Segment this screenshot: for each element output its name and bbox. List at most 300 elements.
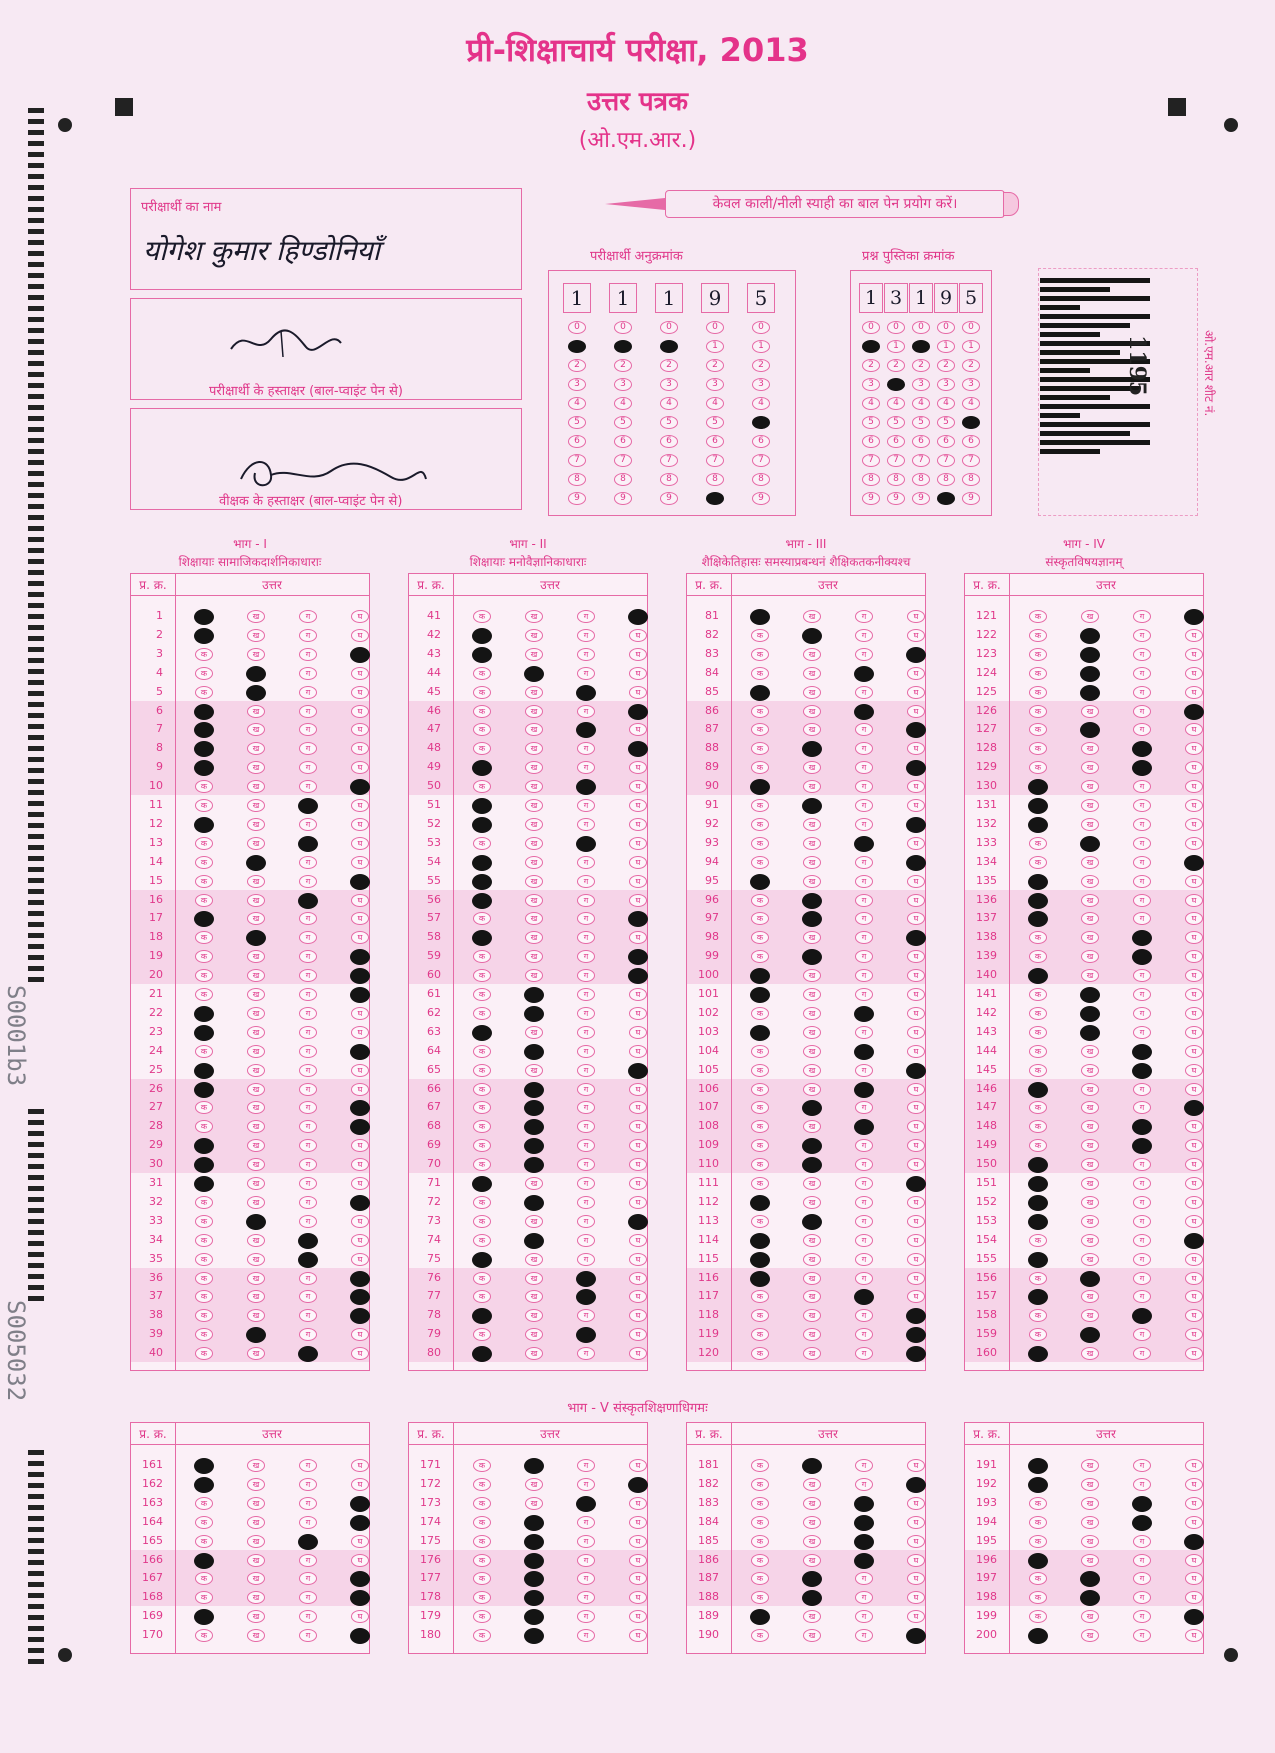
answer-bubble[interactable]: क [195,950,213,963]
answer-bubble[interactable] [524,1628,544,1644]
answer-bubble[interactable] [194,1025,214,1041]
answer-bubble[interactable]: क [751,1572,769,1585]
answer-bubble[interactable]: घ [1185,1478,1203,1491]
answer-bubble[interactable]: क [473,686,491,699]
roll-digit-bubble[interactable]: 7 [706,454,724,467]
answer-bubble[interactable] [1184,1609,1204,1625]
booklet-digit-bubble[interactable]: 7 [862,454,880,467]
answer-bubble[interactable]: ख [525,894,543,907]
answer-bubble[interactable]: ग [299,1497,317,1510]
answer-bubble[interactable]: ख [1081,780,1099,793]
answer-bubble[interactable]: ग [299,1045,317,1058]
answer-bubble[interactable]: ख [247,1196,265,1209]
answer-bubble[interactable]: क [473,1064,491,1077]
answer-bubble[interactable] [1028,1628,1048,1644]
answer-bubble[interactable]: ग [855,894,873,907]
roll-digit-bubble[interactable]: 4 [752,397,770,410]
answer-bubble[interactable]: घ [351,629,369,642]
answer-bubble[interactable]: ख [247,894,265,907]
answer-bubble[interactable]: ग [855,1610,873,1623]
roll-digit-bubble[interactable]: 2 [752,359,770,372]
roll-digit-bubble[interactable]: 0 [614,321,632,334]
answer-bubble[interactable]: क [1029,723,1047,736]
answer-bubble[interactable]: ग [299,818,317,831]
answer-bubble[interactable] [802,628,822,644]
answer-bubble[interactable]: ग [1133,1610,1151,1623]
answer-bubble[interactable]: ख [1081,1234,1099,1247]
answer-bubble[interactable]: ख [1081,1120,1099,1133]
answer-bubble[interactable]: क [751,912,769,925]
answer-bubble[interactable]: ख [803,1007,821,1020]
answer-bubble[interactable]: ग [855,818,873,831]
answer-bubble[interactable]: घ [351,1554,369,1567]
booklet-digit-bubble[interactable]: 8 [962,473,980,486]
answer-bubble[interactable]: ख [247,1459,265,1472]
answer-bubble[interactable]: ख [247,1478,265,1491]
answer-bubble[interactable]: क [751,705,769,718]
roll-digit-bubble[interactable]: 5 [568,416,586,429]
answer-bubble[interactable]: ग [1133,1629,1151,1642]
answer-bubble[interactable]: क [1029,1139,1047,1152]
booklet-digit-bubble[interactable]: 8 [937,473,955,486]
answer-bubble[interactable]: घ [907,1083,925,1096]
answer-bubble[interactable]: घ [1185,780,1203,793]
answer-bubble[interactable]: क [751,1554,769,1567]
answer-bubble[interactable]: ग [299,610,317,623]
answer-bubble[interactable] [472,1252,492,1268]
answer-bubble[interactable]: ख [525,1478,543,1491]
answer-bubble[interactable]: ग [1133,1177,1151,1190]
answer-bubble[interactable] [1028,1195,1048,1211]
answer-bubble[interactable]: ख [1081,912,1099,925]
answer-bubble[interactable]: ख [247,1497,265,1510]
answer-bubble[interactable] [298,893,318,909]
answer-bubble[interactable] [854,1534,874,1550]
answer-bubble[interactable]: ग [577,1610,595,1623]
answer-bubble[interactable]: ग [855,1101,873,1114]
roll-digit-bubble[interactable] [706,492,724,505]
answer-bubble[interactable]: ख [803,1290,821,1303]
answer-bubble[interactable]: ग [577,629,595,642]
answer-bubble[interactable]: ग [855,1309,873,1322]
answer-bubble[interactable]: घ [351,818,369,831]
answer-bubble[interactable] [246,666,266,682]
booklet-digit-bubble[interactable]: 9 [887,492,905,505]
answer-bubble[interactable]: घ [1185,894,1203,907]
answer-bubble[interactable]: ख [803,969,821,982]
answer-bubble[interactable]: ग [1133,1158,1151,1171]
answer-bubble[interactable]: घ [1185,1554,1203,1567]
answer-bubble[interactable] [194,1157,214,1173]
answer-bubble[interactable]: क [195,1234,213,1247]
answer-bubble[interactable] [1028,893,1048,909]
roll-digit-bubble[interactable]: 9 [660,492,678,505]
booklet-digit-bubble[interactable] [912,340,930,353]
answer-bubble[interactable]: क [473,1290,491,1303]
answer-bubble[interactable]: ख [525,723,543,736]
answer-bubble[interactable]: क [195,686,213,699]
answer-bubble[interactable]: ग [855,1253,873,1266]
answer-bubble[interactable]: क [195,969,213,982]
booklet-digit-bubble[interactable]: 0 [887,321,905,334]
roll-digit-bubble[interactable]: 4 [706,397,724,410]
answer-bubble[interactable]: ग [299,931,317,944]
answer-bubble[interactable]: घ [1185,1309,1203,1322]
roll-digit-bubble[interactable]: 2 [568,359,586,372]
answer-bubble[interactable]: घ [629,856,647,869]
answer-bubble[interactable]: ग [299,1554,317,1567]
answer-bubble[interactable]: क [195,856,213,869]
answer-bubble[interactable]: क [473,1535,491,1548]
answer-bubble[interactable]: क [1029,648,1047,661]
answer-bubble[interactable] [246,855,266,871]
answer-bubble[interactable]: घ [1185,1083,1203,1096]
answer-bubble[interactable]: ग [577,648,595,661]
answer-bubble[interactable]: घ [1185,723,1203,736]
answer-bubble[interactable]: क [1029,1064,1047,1077]
answer-bubble[interactable]: ख [1081,742,1099,755]
answer-bubble[interactable]: क [473,780,491,793]
answer-bubble[interactable]: ख [525,799,543,812]
answer-bubble[interactable] [1080,987,1100,1003]
answer-bubble[interactable]: ग [1133,988,1151,1001]
answer-bubble[interactable]: घ [351,1215,369,1228]
answer-bubble[interactable]: ग [299,780,317,793]
answer-bubble[interactable]: ख [247,1610,265,1623]
answer-bubble[interactable]: क [1029,1120,1047,1133]
answer-bubble[interactable]: घ [907,1234,925,1247]
answer-bubble[interactable]: घ [351,894,369,907]
booklet-digit-bubble[interactable]: 2 [937,359,955,372]
answer-bubble[interactable] [472,798,492,814]
answer-bubble[interactable]: ख [803,686,821,699]
answer-bubble[interactable] [1132,1044,1152,1060]
answer-bubble[interactable]: ख [803,1120,821,1133]
answer-bubble[interactable]: ग [577,1478,595,1491]
answer-bubble[interactable]: ख [247,1554,265,1567]
answer-bubble[interactable]: ख [803,780,821,793]
answer-bubble[interactable] [350,779,370,795]
answer-bubble[interactable]: ख [247,780,265,793]
answer-bubble[interactable]: क [1029,1309,1047,1322]
booklet-digit-bubble[interactable] [937,492,955,505]
answer-bubble[interactable]: ख [1081,1196,1099,1209]
answer-bubble[interactable]: ग [299,1459,317,1472]
answer-bubble[interactable]: ख [803,1196,821,1209]
booklet-digit-bubble[interactable] [862,340,880,353]
answer-bubble[interactable]: ग [299,723,317,736]
answer-bubble[interactable]: क [751,931,769,944]
answer-bubble[interactable]: ग [855,988,873,1001]
answer-bubble[interactable]: ख [525,1272,543,1285]
answer-bubble[interactable]: ग [577,875,595,888]
answer-bubble[interactable] [298,836,318,852]
answer-bubble[interactable]: ख [803,610,821,623]
answer-bubble[interactable]: घ [629,1497,647,1510]
answer-bubble[interactable]: घ [1185,1007,1203,1020]
answer-bubble[interactable]: ग [855,629,873,642]
answer-bubble[interactable]: घ [907,1101,925,1114]
answer-bubble[interactable]: ख [803,1516,821,1529]
answer-bubble[interactable] [628,1214,648,1230]
answer-bubble[interactable]: घ [629,1120,647,1133]
answer-bubble[interactable]: क [751,1045,769,1058]
booklet-digit-bubble[interactable] [962,416,980,429]
answer-bubble[interactable]: ख [803,1478,821,1491]
answer-bubble[interactable]: ख [803,1497,821,1510]
answer-bubble[interactable]: घ [629,894,647,907]
answer-bubble[interactable] [1028,1176,1048,1192]
answer-bubble[interactable]: घ [907,969,925,982]
answer-bubble[interactable]: घ [629,1328,647,1341]
answer-bubble[interactable]: ग [299,1516,317,1529]
roll-digit-bubble[interactable]: 5 [660,416,678,429]
answer-bubble[interactable]: घ [351,1535,369,1548]
answer-bubble[interactable]: क [1029,1026,1047,1039]
roll-digit-bubble[interactable]: 9 [752,492,770,505]
answer-bubble[interactable] [1028,1082,1048,1098]
answer-bubble[interactable] [576,685,596,701]
answer-bubble[interactable]: ख [247,1083,265,1096]
answer-bubble[interactable]: ग [299,856,317,869]
answer-bubble[interactable]: घ [629,1572,647,1585]
roll-digit-box[interactable]: 9 [701,283,729,313]
answer-bubble[interactable]: ग [299,1158,317,1171]
answer-bubble[interactable]: घ [1185,837,1203,850]
answer-bubble[interactable]: घ [1185,969,1203,982]
roll-digit-bubble[interactable]: 8 [614,473,632,486]
answer-bubble[interactable]: घ [907,1139,925,1152]
answer-bubble[interactable]: घ [907,1215,925,1228]
answer-bubble[interactable]: ख [803,1610,821,1623]
answer-bubble[interactable]: ग [1133,648,1151,661]
answer-bubble[interactable] [576,836,596,852]
answer-bubble[interactable] [350,1271,370,1287]
answer-bubble[interactable]: ख [1081,1347,1099,1360]
answer-bubble[interactable]: क [195,1347,213,1360]
answer-bubble[interactable]: ग [299,1139,317,1152]
answer-bubble[interactable]: ग [577,856,595,869]
answer-bubble[interactable] [906,855,926,871]
answer-bubble[interactable] [472,817,492,833]
answer-bubble[interactable]: घ [351,1253,369,1266]
answer-bubble[interactable]: ख [1081,1083,1099,1096]
answer-bubble[interactable]: ख [247,969,265,982]
booklet-digit-bubble[interactable]: 0 [862,321,880,334]
answer-bubble[interactable]: ख [803,1026,821,1039]
roll-digit-bubble[interactable]: 8 [752,473,770,486]
answer-bubble[interactable]: ग [577,799,595,812]
answer-bubble[interactable]: ग [577,742,595,755]
answer-bubble[interactable] [524,987,544,1003]
answer-bubble[interactable] [194,704,214,720]
answer-bubble[interactable]: ग [577,1101,595,1114]
answer-bubble[interactable]: ग [855,761,873,774]
answer-bubble[interactable]: ख [525,1497,543,1510]
answer-bubble[interactable]: ग [577,1253,595,1266]
answer-bubble[interactable]: क [195,1120,213,1133]
answer-bubble[interactable]: ग [1133,1572,1151,1585]
answer-bubble[interactable]: ग [1133,629,1151,642]
answer-bubble[interactable]: घ [351,667,369,680]
answer-bubble[interactable]: क [195,1196,213,1209]
answer-bubble[interactable]: ख [1081,950,1099,963]
answer-bubble[interactable]: ग [855,1139,873,1152]
booklet-digit-bubble[interactable]: 1 [962,340,980,353]
answer-bubble[interactable]: घ [1185,1045,1203,1058]
answer-bubble[interactable]: घ [1185,1591,1203,1604]
answer-bubble[interactable]: घ [629,667,647,680]
answer-bubble[interactable] [350,1044,370,1060]
answer-bubble[interactable]: ग [577,1139,595,1152]
answer-bubble[interactable]: क [751,894,769,907]
roll-digit-bubble[interactable]: 6 [660,435,678,448]
roll-digit-bubble[interactable]: 3 [752,378,770,391]
answer-bubble[interactable] [524,1233,544,1249]
answer-bubble[interactable]: घ [351,1478,369,1491]
roll-digit-bubble[interactable]: 2 [706,359,724,372]
answer-bubble[interactable]: ग [299,742,317,755]
answer-bubble[interactable]: ख [247,761,265,774]
booklet-digit-bubble[interactable]: 8 [887,473,905,486]
answer-bubble[interactable]: ख [525,1064,543,1077]
answer-bubble[interactable]: ग [577,969,595,982]
roll-digit-bubble[interactable]: 3 [660,378,678,391]
answer-bubble[interactable] [350,647,370,663]
answer-bubble[interactable]: घ [907,1497,925,1510]
answer-bubble[interactable]: ख [1081,1497,1099,1510]
booklet-digit-bubble[interactable]: 5 [912,416,930,429]
answer-bubble[interactable]: घ [629,988,647,1001]
booklet-digit-bubble[interactable]: 6 [887,435,905,448]
answer-bubble[interactable] [1080,836,1100,852]
answer-bubble[interactable] [350,1628,370,1644]
answer-bubble[interactable]: घ [629,837,647,850]
answer-bubble[interactable] [350,1195,370,1211]
answer-bubble[interactable] [1080,1271,1100,1287]
booklet-digit-bubble[interactable]: 3 [937,378,955,391]
answer-bubble[interactable]: क [1029,761,1047,774]
answer-bubble[interactable]: घ [1185,988,1203,1001]
booklet-digit-bubble[interactable]: 0 [937,321,955,334]
answer-bubble[interactable]: ख [525,780,543,793]
answer-bubble[interactable]: ख [1081,705,1099,718]
answer-bubble[interactable]: क [195,667,213,680]
answer-bubble[interactable] [298,798,318,814]
answer-bubble[interactable]: क [473,1158,491,1171]
answer-bubble[interactable] [1184,704,1204,720]
answer-bubble[interactable]: ख [525,1328,543,1341]
answer-bubble[interactable]: ग [299,1026,317,1039]
answer-bubble[interactable]: क [751,1177,769,1190]
answer-bubble[interactable]: घ [351,1610,369,1623]
answer-bubble[interactable]: घ [907,686,925,699]
answer-bubble[interactable] [854,1496,874,1512]
answer-bubble[interactable]: ख [247,1309,265,1322]
answer-bubble[interactable]: ग [577,1347,595,1360]
answer-bubble[interactable]: ग [1133,1253,1151,1266]
answer-bubble[interactable]: ग [855,1026,873,1039]
answer-bubble[interactable]: ख [1081,799,1099,812]
answer-bubble[interactable]: ग [299,1101,317,1114]
booklet-digit-bubble[interactable]: 6 [962,435,980,448]
answer-bubble[interactable]: क [473,1272,491,1285]
booklet-digit-bubble[interactable]: 0 [962,321,980,334]
answer-bubble[interactable]: घ [629,1253,647,1266]
booklet-digit-bubble[interactable]: 7 [937,454,955,467]
answer-bubble[interactable] [750,1252,770,1268]
answer-bubble[interactable]: ग [1133,686,1151,699]
answer-bubble[interactable]: ख [1081,875,1099,888]
answer-bubble[interactable]: ख [247,610,265,623]
answer-bubble[interactable] [246,685,266,701]
answer-bubble[interactable]: क [751,667,769,680]
answer-bubble[interactable]: क [473,723,491,736]
answer-bubble[interactable]: ख [1081,1253,1099,1266]
booklet-digit-bubble[interactable]: 2 [887,359,905,372]
answer-bubble[interactable]: घ [907,837,925,850]
answer-bubble[interactable]: घ [1185,912,1203,925]
answer-bubble[interactable]: ख [247,875,265,888]
answer-bubble[interactable] [750,685,770,701]
roll-digit-bubble[interactable]: 8 [568,473,586,486]
answer-bubble[interactable]: ग [577,1007,595,1020]
answer-bubble[interactable]: घ [907,950,925,963]
answer-bubble[interactable]: घ [1185,818,1203,831]
answer-bubble[interactable]: ख [525,912,543,925]
answer-bubble[interactable] [524,1157,544,1173]
answer-bubble[interactable]: घ [351,1459,369,1472]
answer-bubble[interactable]: ख [1081,931,1099,944]
answer-bubble[interactable] [1028,1553,1048,1569]
answer-bubble[interactable]: क [751,629,769,642]
answer-bubble[interactable]: ग [855,686,873,699]
answer-bubble[interactable]: घ [629,875,647,888]
answer-bubble[interactable]: ग [855,875,873,888]
answer-bubble[interactable]: घ [629,761,647,774]
answer-bubble[interactable]: घ [1185,950,1203,963]
answer-bubble[interactable]: घ [629,723,647,736]
answer-bubble[interactable]: क [751,1328,769,1341]
answer-bubble[interactable]: घ [629,1347,647,1360]
answer-bubble[interactable]: ग [855,1572,873,1585]
answer-bubble[interactable]: घ [629,1158,647,1171]
answer-bubble[interactable]: क [751,818,769,831]
answer-bubble[interactable] [194,609,214,625]
answer-bubble[interactable] [298,1346,318,1362]
roll-digit-bubble[interactable]: 0 [568,321,586,334]
answer-bubble[interactable]: घ [629,818,647,831]
answer-bubble[interactable]: क [751,837,769,850]
answer-bubble[interactable]: क [473,1101,491,1114]
answer-bubble[interactable]: ख [803,705,821,718]
answer-bubble[interactable] [350,968,370,984]
answer-bubble[interactable]: ख [525,837,543,850]
answer-bubble[interactable]: ख [1081,1516,1099,1529]
answer-bubble[interactable]: ग [299,629,317,642]
answer-bubble[interactable]: क [751,1459,769,1472]
answer-bubble[interactable]: क [1029,950,1047,963]
answer-bubble[interactable]: घ [629,1007,647,1020]
roll-digit-bubble[interactable]: 4 [660,397,678,410]
answer-bubble[interactable]: ग [1133,1459,1151,1472]
roll-digit-bubble[interactable]: 6 [752,435,770,448]
answer-bubble[interactable]: घ [351,1234,369,1247]
answer-bubble[interactable]: क [195,1535,213,1548]
answer-bubble[interactable] [350,1496,370,1512]
answer-bubble[interactable]: ख [247,1272,265,1285]
answer-bubble[interactable]: ग [1133,894,1151,907]
